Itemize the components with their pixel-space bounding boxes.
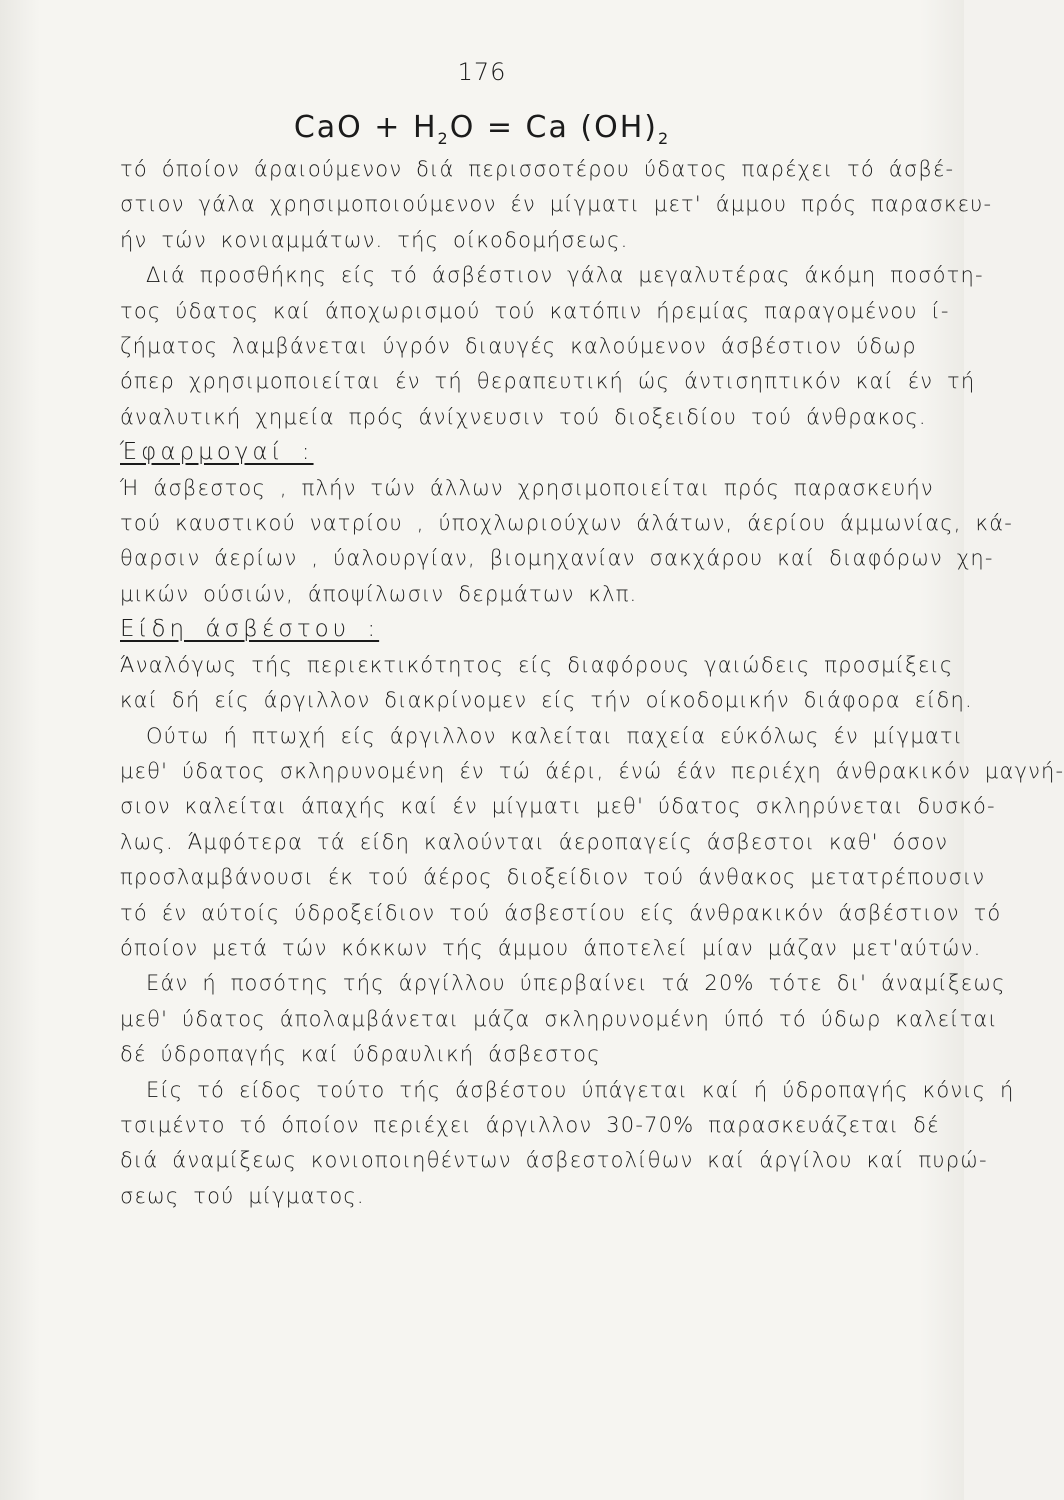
text-line: στιον γάλα χρησιμοποιούμενον έν μίγματι μετ' άμμου πρός παρασκευ- — [120, 192, 993, 217]
text-line: ήν τών κονιαμμάτων. τής οίκοδομήσεως. — [120, 227, 629, 252]
equation-subscript-1: 2 — [437, 129, 450, 148]
text-line: προσλαμβάνουσι έκ τού άέρος διοξείδιον τού άνθακος μετατρέπουσιν — [120, 865, 986, 890]
text-line: Διά προσθήκης είς τό άσβέστιον γάλα μεγαλυτέρας άκόμη ποσότη- — [146, 263, 984, 288]
text-line: Εάν ή ποσότης τής άργίλλου ύπερβαίνει τά 20% τότε δι' άναμίξεως — [146, 971, 1006, 996]
text-line: Ή άσβεστος , πλήν τών άλλων χρησιμοποιείται πρός παρασκευήν — [120, 475, 934, 500]
text-line: τσιμέντο τό όποίον περιέχει άργιλλον 30-70% παρασκευάζεται δέ — [120, 1112, 940, 1137]
text-line: όπερ χρησιμοποιείται έν τή θεραπευτική ώς άντισηπτικόν καί έν τή — [120, 369, 976, 394]
section-heading-types: Είδη άσβέστου : — [120, 616, 380, 643]
text-line: όποίον μετά τών κόκκων τής άμμου άποτελεί μίαν μάζαν μετ'αύτών. — [120, 935, 982, 960]
text-line: τος ύδατος καί άποχωρισμού τού κατόπιν ήρεμίας παραγομένου ί- — [120, 298, 950, 323]
text-line: μικών ούσιών, άποψίλωσιν δερμάτων κλπ. — [120, 581, 638, 606]
chemical-equation — [0, 110, 964, 148]
text-line: τού καυστικού νατρίου , ύποχλωριούχων άλάτων, άερίου άμμωνίας, κά- — [120, 511, 1014, 536]
section-heading-applications: Έφαρμογαί : — [120, 439, 314, 466]
text-line: δέ ύδροπαγής καί ύδραυλική άσβεστος — [120, 1042, 601, 1067]
text-line: λως. Άμφότερα τά είδη καλούνται άεροπαγείς άσβεστοι καθ' όσον — [120, 829, 949, 854]
text-line: τό όποίον άραιούμενον διά περισσοτέρου ύδατος παρέχει τό άσβέ- — [120, 157, 955, 181]
handwritten-text-body — [120, 152, 1064, 1214]
equation-middle: O = Ca (OH) — [449, 110, 658, 145]
text-line: άναλυτική χημεία πρός άνίχνευσιν τού διοξειδίου τού άνθρακος. — [120, 404, 927, 429]
text-line: καί δή είς άργιλλον διακρίνομεν είς τήν οίκοδομικήν διάφορα είδη. — [120, 688, 973, 713]
text-line: μεθ' ύδατος σκληρυνομένη έν τώ άέρι, ένώ έάν περιέχη άνθρακικόν μαγνή- — [120, 758, 1064, 783]
page-number: 176 — [457, 58, 507, 86]
text-line: Άναλόγως τής περιεκτικότητος είς διαφόρους γαιώδεις προσμίξεις — [120, 652, 954, 677]
text-line: μεθ' ύδατος άπολαμβάνεται μάζα σκληρυνομένη ύπό τό ύδωρ καλείται — [120, 1006, 998, 1031]
equation-left: CaO + H — [293, 110, 438, 145]
text-line: θαρσιν άερίων , ύαλουργίαν, βιομηχανίαν σακχάρου καί διαφόρων χη- — [120, 546, 994, 571]
text-line: διά άναμίξεως κονιοποιηθέντων άσβεστολίθων καί άργίλου καί πυρώ- — [120, 1148, 988, 1173]
text-line: σεως τού μίγματος. — [120, 1183, 365, 1208]
text-line: Είς τό είδος τούτο τής άσβέστου ύπάγεται καί ή ύδροπαγής κόνις ή — [146, 1077, 1015, 1102]
text-line: Ούτω ή πτωχή είς άργιλλον καλείται παχεία εύκόλως έν μίγματι — [146, 723, 964, 748]
text-line: ζήματος λαμβάνεται ύγρόν διαυγές καλούμενον άσβέστιον ύδωρ — [120, 334, 917, 359]
equation-subscript-2: 2 — [658, 129, 671, 148]
text-line: σιον καλείται άπαχής καί έν μίγματι μεθ' ύδατος σκληρύνεται δυσκό- — [120, 794, 996, 819]
text-line: τό έν αύτοίς ύδροξείδιον τού άσβεστίου είς άνθρακικόν άσβέστιον τό — [120, 900, 1002, 925]
